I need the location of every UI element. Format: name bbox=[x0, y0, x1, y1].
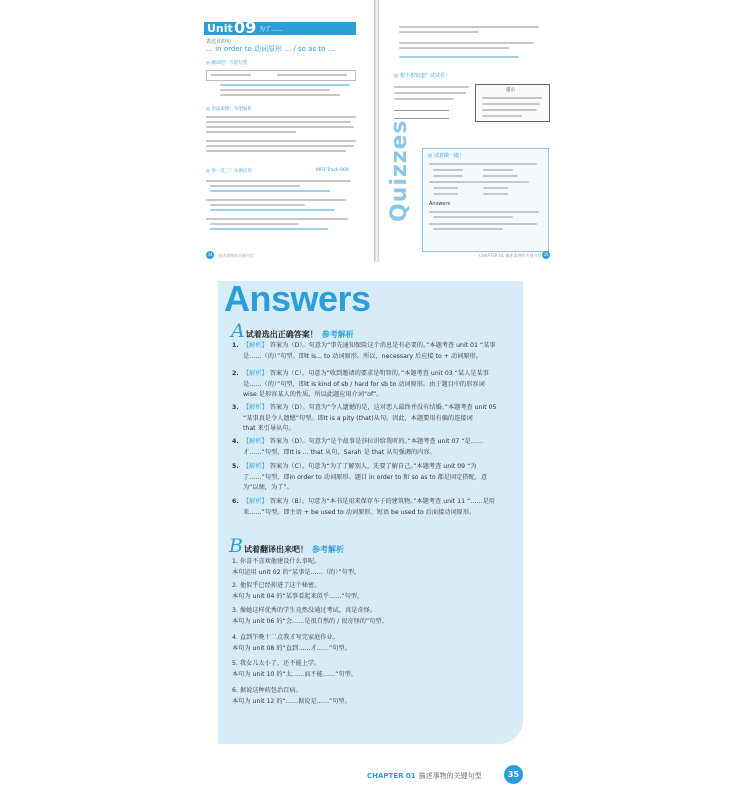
text-line bbox=[483, 169, 513, 171]
mp3-track: MP3 Track 009 bbox=[316, 168, 349, 173]
text-line bbox=[399, 26, 539, 28]
analysis-tag: 【解析】 bbox=[243, 498, 268, 505]
text-line bbox=[206, 145, 354, 147]
text-line bbox=[399, 47, 509, 49]
quizzes-vertical-label: Quizzes bbox=[387, 119, 412, 222]
text-line bbox=[433, 169, 463, 171]
translation-item-4: 4. 直到午晚十二点我才写完家庭作业。 本句为 unit 08 的“直到……才……”句型。 bbox=[232, 634, 351, 652]
text-line bbox=[210, 190, 330, 192]
translation-item-5: 5. 我女儿太小了，还不能上学。 本句为 unit 10 的“太……而不能……”句型。 bbox=[232, 660, 357, 678]
right-page bbox=[379, 0, 555, 262]
chapter-footer bbox=[367, 771, 482, 781]
text-line bbox=[206, 150, 346, 152]
item-text: 答案为（D）。句意为“令人遗憾的是，这对恋人最终并没有结婚。”本题考查 unit 05 “某事真是令人遗憾”句型。即It is a pity (that)从句。因此，本题要用有偏的连接词 that 来引导从句。 bbox=[243, 404, 497, 433]
left-page-number: 34 bbox=[207, 252, 213, 257]
chapter-title: 描述事物的关键句型 bbox=[418, 772, 482, 780]
right-page-number: 35 bbox=[543, 252, 549, 257]
section-b-ref: 参考解析 bbox=[311, 545, 344, 554]
translation-item-3: 3. 像她这样优秀的学生竟然没通过考试，真是奇怪。 本句为 unit 06 的“会……是很自然的 / 很奇怪的”句型。 bbox=[232, 607, 388, 625]
section-a-ref: 参考解析 bbox=[321, 330, 354, 339]
text-line bbox=[206, 180, 351, 182]
text-line bbox=[433, 193, 458, 195]
section-examples: ◎ 举一反三！实例应用 bbox=[206, 169, 252, 174]
book-spread-thumbnail bbox=[198, 0, 555, 262]
right-page-footer: CHAPTER 01 描述事物的关键句型 bbox=[479, 253, 542, 258]
page-number: 35 bbox=[504, 765, 523, 784]
left-page bbox=[198, 0, 374, 262]
text-line bbox=[433, 216, 513, 218]
text-line bbox=[210, 204, 305, 206]
answers-small-heading: Answers bbox=[429, 201, 451, 207]
analysis-tag: 【解析】 bbox=[243, 370, 268, 377]
text-line bbox=[429, 211, 539, 213]
blank-line bbox=[394, 110, 449, 111]
text-line bbox=[210, 223, 298, 225]
text-line bbox=[210, 228, 328, 230]
item-number: 1. bbox=[232, 342, 239, 349]
text-line bbox=[210, 209, 335, 211]
unit-subtitle: 表达目的句 bbox=[206, 39, 232, 45]
section-translate: ◎ 翻译吧！万能句型 bbox=[206, 61, 248, 66]
text-line bbox=[429, 181, 529, 183]
text-line bbox=[394, 92, 466, 94]
text-line bbox=[220, 84, 350, 86]
item-number: 5. bbox=[232, 463, 239, 470]
text-line bbox=[399, 56, 519, 58]
text-line bbox=[429, 223, 537, 225]
left-page-footer: 表达事物的关键句型 bbox=[218, 253, 254, 258]
item-text: 答案为（C）。句意为“收到邀请的要求是明智的。”本题考查 unit 03 “某人是某事 是……（的）”句型，即It is kind of sb / hard for sb to 动词原形。由于题目中的形容词 wise 是形容某人的性质，所以此题应用介词“of”。 bbox=[243, 370, 489, 399]
section-a-letter: A bbox=[231, 320, 245, 342]
section-a-title: 试着选出正确答案！ bbox=[245, 330, 318, 339]
translation-item-6: 6. 据说这种药包治百病。 本句为 unit 12 的“……据说是……”句型。 bbox=[232, 687, 351, 705]
text-line bbox=[394, 86, 469, 88]
unit-title: 为了…… bbox=[259, 26, 284, 33]
item-text: 答案为（C）。句意为“为了了解别人，先要了解自己。”本题考查 unit 09 “为 了……”句型，即in order to 动词原形。题目 in order to 和 so as to 都是固定搭配，意 为“以便，为了”。 bbox=[243, 463, 488, 492]
analysis-tag: 【解析】 bbox=[243, 342, 268, 349]
chapter-number: CHAPTER 01 bbox=[367, 772, 416, 780]
quiz-box bbox=[422, 148, 549, 252]
quiz-head: ◎ 试着做一做！ bbox=[428, 153, 464, 159]
section-grammar: ◎ 语法说明！句型解析 bbox=[206, 107, 252, 112]
analysis-tag: 【解析】 bbox=[243, 438, 268, 445]
section-b-heading bbox=[229, 535, 344, 557]
text-line bbox=[433, 187, 458, 189]
item-text: 答案为（D）。句意为“是个故事是莎拉讲给我听的。”本题考查 unit 07 “是…… 才……”句型。即It is ... that 从句，Sarah 是 that 从句强调的内容。 bbox=[243, 438, 484, 456]
unit-number: 09 bbox=[234, 18, 257, 37]
unit-word: Unit bbox=[207, 22, 233, 35]
text-line bbox=[206, 140, 356, 142]
text-line bbox=[206, 121, 351, 123]
text-line bbox=[206, 116, 356, 118]
analysis-tag: 【解析】 bbox=[243, 404, 268, 411]
text-line bbox=[483, 193, 508, 195]
text-line bbox=[482, 103, 540, 105]
text-line bbox=[206, 218, 348, 220]
text-line bbox=[206, 131, 296, 133]
section-b-title: 试着翻译出来吧！ bbox=[243, 545, 308, 554]
item-text: 答案为（D）。句意为“事先通知保险这个消息是有必要的。”本题考查 unit 01 “某事 是……（的）”句型。即It is... to 动词原形。所以，necessary 后应接 to + 动词原形。 bbox=[243, 342, 496, 360]
text-line bbox=[210, 185, 300, 187]
text-line bbox=[206, 126, 354, 128]
item-text: 答案为（B）。句意为“本书是用来保存车子的建筑物。”本题考查 unit 11 “……是用 来……”句型。即主语 + be used to 动词原形。短语 be used to 后面接动词原形。 bbox=[243, 498, 495, 516]
translation-item-2: 2. 他似乎已经掉进了这个秘密。 本句为 unit 04 的“某事看起来似乎……”句型。 bbox=[232, 582, 364, 600]
item-number: 2. bbox=[232, 370, 239, 377]
text-line bbox=[482, 109, 537, 111]
text-line bbox=[206, 199, 346, 201]
text-line bbox=[433, 175, 463, 177]
text-line bbox=[483, 187, 508, 189]
unit-structure: … in order to 动词原形 … / so as to … bbox=[206, 45, 335, 53]
section-a-heading bbox=[231, 320, 354, 342]
text-line bbox=[482, 97, 542, 99]
text-line bbox=[429, 163, 537, 165]
analysis-tag: 【解析】 bbox=[243, 463, 268, 470]
text-line bbox=[399, 42, 534, 44]
item-number: 6. bbox=[232, 498, 239, 505]
text-line bbox=[394, 98, 454, 100]
item-number: 3. bbox=[232, 404, 239, 411]
section-think: ◎ 想不想知道？试试看！ bbox=[394, 73, 450, 79]
hint-title: 提示 bbox=[506, 88, 515, 93]
structure-table bbox=[206, 70, 356, 81]
text-line bbox=[220, 94, 340, 96]
text-line bbox=[482, 115, 522, 117]
text-line bbox=[220, 89, 330, 91]
translation-item-1: 1. 你喜不喜欢他建设什么事呢。 本句运用 unit 02 的“某事是……（的）”句型。 bbox=[232, 558, 361, 576]
item-number: 4. bbox=[232, 438, 239, 445]
section-b-letter: B bbox=[229, 535, 243, 557]
text-line bbox=[483, 175, 518, 177]
text-line bbox=[433, 228, 503, 230]
answers-title: Answers bbox=[224, 278, 371, 319]
hint-box bbox=[475, 84, 550, 122]
text-line bbox=[399, 31, 479, 33]
